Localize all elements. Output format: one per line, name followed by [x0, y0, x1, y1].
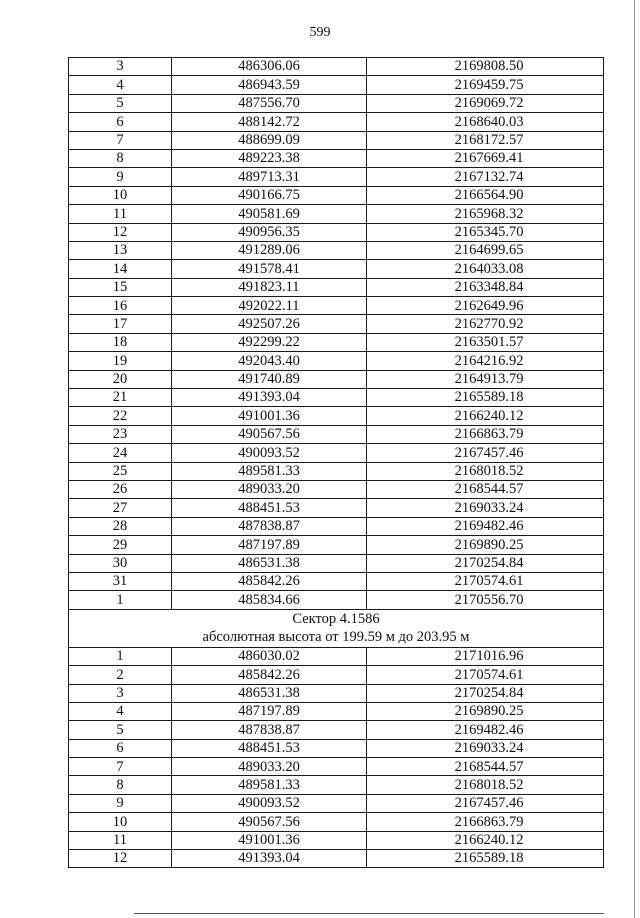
page-number: 599 — [309, 25, 331, 40]
y-coordinate-cell: 2166863.79 — [367, 425, 604, 443]
x-coordinate-cell: 488451.53 — [172, 499, 367, 517]
y-coordinate-cell: 2166564.90 — [367, 186, 604, 204]
x-coordinate-cell: 491740.89 — [172, 370, 367, 388]
x-coordinate-cell: 488451.53 — [172, 739, 367, 757]
x-coordinate-cell: 490581.69 — [172, 205, 367, 223]
x-coordinate-cell: 489713.31 — [172, 168, 367, 186]
x-coordinate-cell: 486030.02 — [172, 647, 367, 665]
x-coordinate-cell: 485842.26 — [172, 572, 367, 590]
point-number-cell: 3 — [69, 58, 172, 76]
y-coordinate-cell: 2164913.79 — [367, 370, 604, 388]
point-number-cell: 7 — [69, 131, 172, 149]
point-number-cell: 13 — [69, 241, 172, 259]
table-row — [69, 758, 604, 776]
point-number-cell: 16 — [69, 297, 172, 315]
point-number-cell: 11 — [69, 205, 172, 223]
table-row — [69, 721, 604, 739]
x-coordinate-cell: 490093.52 — [172, 794, 367, 812]
x-coordinate-cell: 489033.20 — [172, 480, 367, 498]
x-coordinate-cell: 486531.38 — [172, 684, 367, 702]
y-coordinate-cell: 2166240.12 — [367, 407, 604, 425]
table-row — [69, 149, 604, 167]
point-number-cell: 1 — [69, 647, 172, 665]
point-number-cell: 26 — [69, 480, 172, 498]
table-row — [69, 389, 604, 407]
point-number-cell: 4 — [69, 702, 172, 720]
y-coordinate-cell: 2170556.70 — [367, 591, 604, 609]
sector-title: Сектор 4.1586 — [69, 609, 604, 628]
y-coordinate-cell: 2169033.24 — [367, 499, 604, 517]
point-number-cell: 19 — [69, 352, 172, 370]
y-coordinate-cell: 2169890.25 — [367, 702, 604, 720]
table-row — [69, 536, 604, 554]
x-coordinate-cell: 489033.20 — [172, 758, 367, 776]
point-number-cell: 2 — [69, 666, 172, 684]
point-number-cell: 1 — [69, 591, 172, 609]
y-coordinate-cell: 2169459.75 — [367, 76, 604, 94]
point-number-cell: 22 — [69, 407, 172, 425]
table-row — [69, 370, 604, 388]
table-row — [69, 554, 604, 572]
coordinates-table-body — [69, 58, 604, 868]
point-number-cell: 24 — [69, 444, 172, 462]
point-number-cell: 10 — [69, 186, 172, 204]
table-row — [69, 297, 604, 315]
x-coordinate-cell: 490166.75 — [172, 186, 367, 204]
x-coordinate-cell: 490567.56 — [172, 813, 367, 831]
x-coordinate-cell: 487197.89 — [172, 702, 367, 720]
table-row — [69, 684, 604, 702]
y-coordinate-cell: 2162770.92 — [367, 315, 604, 333]
point-number-cell: 14 — [69, 260, 172, 278]
point-number-cell: 6 — [69, 113, 172, 131]
y-coordinate-cell: 2168544.57 — [367, 480, 604, 498]
y-coordinate-cell: 2169033.24 — [367, 739, 604, 757]
y-coordinate-cell: 2169808.50 — [367, 58, 604, 76]
table-row — [69, 260, 604, 278]
x-coordinate-cell: 486943.59 — [172, 76, 367, 94]
y-coordinate-cell: 2165589.18 — [367, 389, 604, 407]
table-row — [69, 480, 604, 498]
y-coordinate-cell: 2162649.96 — [367, 297, 604, 315]
sector-height-range: абсолютная высота от 199.59 м до 203.95 м — [69, 628, 604, 647]
point-number-cell: 4 — [69, 76, 172, 94]
y-coordinate-cell: 2168018.52 — [367, 462, 604, 480]
table-row — [69, 517, 604, 535]
y-coordinate-cell: 2169069.72 — [367, 94, 604, 112]
point-number-cell: 6 — [69, 739, 172, 757]
table-row — [69, 94, 604, 112]
table-row — [69, 850, 604, 868]
table-row — [69, 739, 604, 757]
y-coordinate-cell: 2168544.57 — [367, 758, 604, 776]
table-row — [69, 776, 604, 794]
y-coordinate-cell: 2169482.46 — [367, 721, 604, 739]
table-row — [69, 205, 604, 223]
x-coordinate-cell: 491823.11 — [172, 278, 367, 296]
point-number-cell: 5 — [69, 721, 172, 739]
table-row — [69, 58, 604, 76]
x-coordinate-cell: 486531.38 — [172, 554, 367, 572]
table-row — [69, 333, 604, 351]
table-row — [69, 813, 604, 831]
point-number-cell: 31 — [69, 572, 172, 590]
x-coordinate-cell: 487197.89 — [172, 536, 367, 554]
x-coordinate-cell: 488699.09 — [172, 131, 367, 149]
x-coordinate-cell: 491289.06 — [172, 241, 367, 259]
x-coordinate-cell: 492043.40 — [172, 352, 367, 370]
table-row — [69, 794, 604, 812]
point-number-cell: 7 — [69, 758, 172, 776]
page-edge — [634, 0, 635, 918]
y-coordinate-cell: 2165589.18 — [367, 850, 604, 868]
y-coordinate-cell: 2165345.70 — [367, 223, 604, 241]
y-coordinate-cell: 2163348.84 — [367, 278, 604, 296]
point-number-cell: 12 — [69, 223, 172, 241]
table-row — [69, 352, 604, 370]
x-coordinate-cell: 491578.41 — [172, 260, 367, 278]
table-row — [69, 113, 604, 131]
table-row — [69, 223, 604, 241]
point-number-cell: 8 — [69, 149, 172, 167]
point-number-cell: 27 — [69, 499, 172, 517]
sector-header-row — [69, 609, 604, 628]
point-number-cell: 8 — [69, 776, 172, 794]
y-coordinate-cell: 2168640.03 — [367, 113, 604, 131]
y-coordinate-cell: 2170574.61 — [367, 666, 604, 684]
y-coordinate-cell: 2169890.25 — [367, 536, 604, 554]
x-coordinate-cell: 491393.04 — [172, 389, 367, 407]
table-row — [69, 462, 604, 480]
point-number-cell: 17 — [69, 315, 172, 333]
y-coordinate-cell: 2170254.84 — [367, 684, 604, 702]
y-coordinate-cell: 2166240.12 — [367, 831, 604, 849]
table-row — [69, 647, 604, 665]
y-coordinate-cell: 2167132.74 — [367, 168, 604, 186]
point-number-cell: 29 — [69, 536, 172, 554]
x-coordinate-cell: 489581.33 — [172, 776, 367, 794]
y-coordinate-cell: 2168018.52 — [367, 776, 604, 794]
y-coordinate-cell: 2164699.65 — [367, 241, 604, 259]
table-row — [69, 572, 604, 590]
y-coordinate-cell: 2168172.57 — [367, 131, 604, 149]
table-row — [69, 168, 604, 186]
table-row — [69, 702, 604, 720]
y-coordinate-cell: 2169482.46 — [367, 517, 604, 535]
y-coordinate-cell: 2167669.41 — [367, 149, 604, 167]
y-coordinate-cell: 2163501.57 — [367, 333, 604, 351]
table-row — [69, 278, 604, 296]
point-number-cell: 15 — [69, 278, 172, 296]
table-row — [69, 76, 604, 94]
bottom-rule — [134, 913, 604, 914]
y-coordinate-cell: 2170574.61 — [367, 572, 604, 590]
y-coordinate-cell: 2171016.96 — [367, 647, 604, 665]
y-coordinate-cell: 2166863.79 — [367, 813, 604, 831]
table-row — [69, 444, 604, 462]
x-coordinate-cell: 485834.66 — [172, 591, 367, 609]
x-coordinate-cell: 490956.35 — [172, 223, 367, 241]
point-number-cell: 18 — [69, 333, 172, 351]
point-number-cell: 10 — [69, 813, 172, 831]
x-coordinate-cell: 487556.70 — [172, 94, 367, 112]
y-coordinate-cell: 2170254.84 — [367, 554, 604, 572]
x-coordinate-cell: 492299.22 — [172, 333, 367, 351]
point-number-cell: 3 — [69, 684, 172, 702]
sector-height-row — [69, 628, 604, 647]
table-row — [69, 591, 604, 609]
x-coordinate-cell: 487838.87 — [172, 721, 367, 739]
table-row — [69, 666, 604, 684]
y-coordinate-cell: 2167457.46 — [367, 794, 604, 812]
point-number-cell: 9 — [69, 168, 172, 186]
point-number-cell: 20 — [69, 370, 172, 388]
x-coordinate-cell: 488142.72 — [172, 113, 367, 131]
table-row — [69, 425, 604, 443]
point-number-cell: 11 — [69, 831, 172, 849]
x-coordinate-cell: 492022.11 — [172, 297, 367, 315]
y-coordinate-cell: 2165968.32 — [367, 205, 604, 223]
x-coordinate-cell: 486306.06 — [172, 58, 367, 76]
table-row — [69, 186, 604, 204]
table-row — [69, 831, 604, 849]
point-number-cell: 30 — [69, 554, 172, 572]
table-row — [69, 499, 604, 517]
table-row — [69, 131, 604, 149]
x-coordinate-cell: 489223.38 — [172, 149, 367, 167]
y-coordinate-cell: 2164216.92 — [367, 352, 604, 370]
x-coordinate-cell: 491393.04 — [172, 850, 367, 868]
y-coordinate-cell: 2164033.08 — [367, 260, 604, 278]
x-coordinate-cell: 490093.52 — [172, 444, 367, 462]
point-number-cell: 9 — [69, 794, 172, 812]
point-number-cell: 28 — [69, 517, 172, 535]
table-row — [69, 241, 604, 259]
point-number-cell: 23 — [69, 425, 172, 443]
table-row — [69, 315, 604, 333]
point-number-cell: 21 — [69, 389, 172, 407]
x-coordinate-cell: 487838.87 — [172, 517, 367, 535]
y-coordinate-cell: 2167457.46 — [367, 444, 604, 462]
point-number-cell: 25 — [69, 462, 172, 480]
x-coordinate-cell: 491001.36 — [172, 831, 367, 849]
x-coordinate-cell: 491001.36 — [172, 407, 367, 425]
x-coordinate-cell: 492507.26 — [172, 315, 367, 333]
table-row — [69, 407, 604, 425]
coordinates-table — [68, 57, 604, 868]
x-coordinate-cell: 490567.56 — [172, 425, 367, 443]
x-coordinate-cell: 489581.33 — [172, 462, 367, 480]
point-number-cell: 12 — [69, 850, 172, 868]
x-coordinate-cell: 485842.26 — [172, 666, 367, 684]
point-number-cell: 5 — [69, 94, 172, 112]
